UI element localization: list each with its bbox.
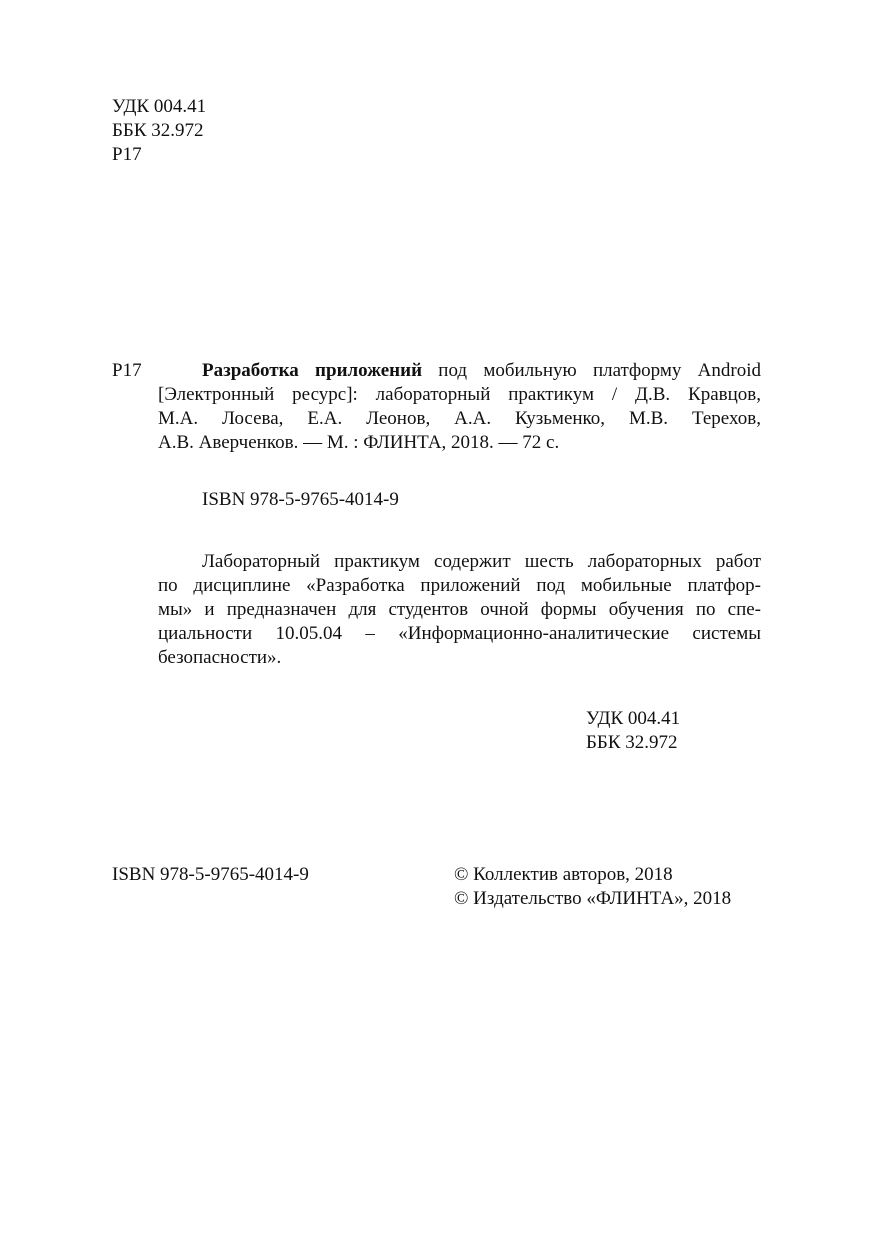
annotation xyxy=(158,550,761,670)
udk-code: УДК 004.41 xyxy=(112,96,207,117)
book-title-rest: под мобильную платформу Android xyxy=(438,360,761,381)
annotation-line-5: безопасности». xyxy=(158,647,282,668)
bibliographic-entry xyxy=(158,359,761,455)
bbk-code-right: ББК 32.972 xyxy=(586,732,678,753)
annotation-line-2: по дисциплине «Разработка приложений под мобильные платфор- xyxy=(158,575,761,596)
annotation-line-3: мы» и предназначен для студентов очной формы обучения по спе- xyxy=(158,599,761,620)
bib-line-4: А.В. Аверченков. — М. : ФЛИНТА, 2018. — 72 с. xyxy=(158,432,560,453)
copyright-block xyxy=(454,863,731,911)
annotation-line-4: циальности 10.05.04 – «Информационно-аналитические системы xyxy=(158,623,761,644)
bib-line-3: М.А. Лосева, Е.А. Леонов, А.А. Кузьменко, М.В. Терехов, xyxy=(158,408,761,429)
bib-line-1 xyxy=(158,359,761,383)
udk-code-right: УДК 004.41 xyxy=(586,708,681,729)
book-title: Разработка приложений xyxy=(202,360,423,381)
bib-line-2: [Электронный ресурс]: лабораторный практикум / Д.В. Кравцов, xyxy=(158,384,761,405)
classification-codes-top xyxy=(112,95,206,167)
copyright-authors: © Коллектив авторов, 2018 xyxy=(454,864,673,885)
isbn-middle: ISBN 978-5-9765-4014-9 xyxy=(202,489,399,510)
copyright-publisher: © Издательство «ФЛИНТА», 2018 xyxy=(454,888,732,909)
bbk-code: ББК 32.972 xyxy=(112,120,204,141)
isbn-bottom: ISBN 978-5-9765-4014-9 xyxy=(112,864,309,885)
bib-author-sign: Р17 xyxy=(112,360,142,381)
author-sign: Р17 xyxy=(112,144,142,165)
classification-codes-right xyxy=(586,707,680,755)
annotation-line-1: Лабораторный практикум содержит шесть лабораторных работ xyxy=(202,551,761,572)
